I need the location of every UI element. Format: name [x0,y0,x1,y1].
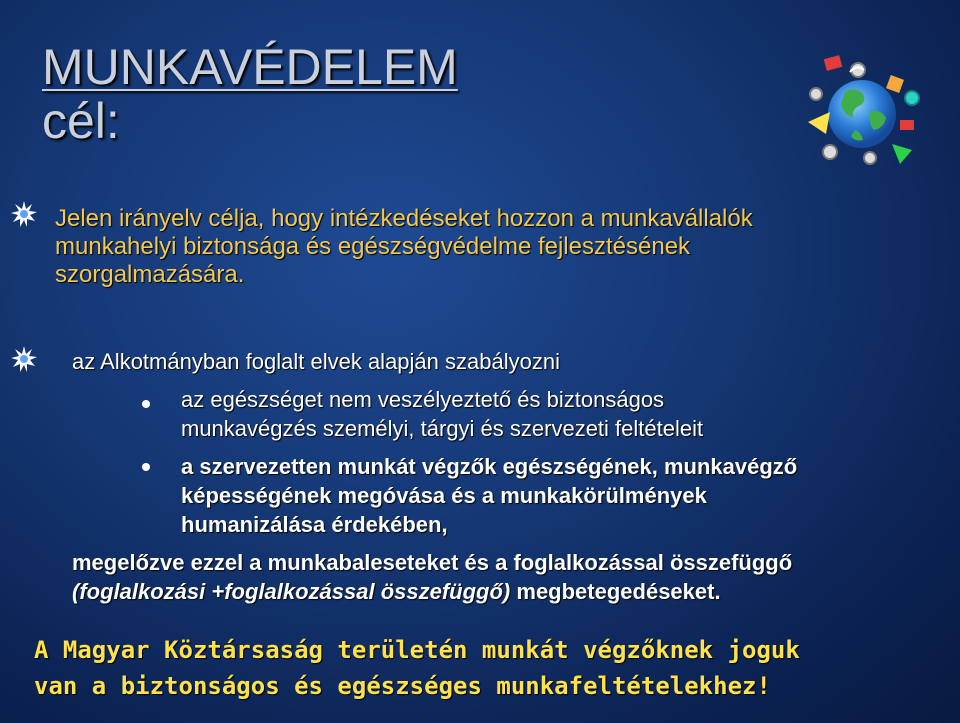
sub-bullet-1 [181,385,703,443]
bullet-dot-icon [142,463,150,471]
sub-bullet-2-line-3: humanizálása érdekében, [181,512,448,537]
bullet-dot-icon [142,400,150,408]
sub-bullet-2-line-1: a szervezetten munkát végzők egészségének, munkavégző [181,454,798,479]
sub-bullet-1-line-2: munkavégzés személyi, tárgyi és szervezeti feltételeit [181,416,704,441]
rights-line-1: A Magyar Köztársaság területén munkát végzőknek joguk [34,636,800,664]
sub-bullet-1-line-1: az egészséget nem veszélyeztető és biztonságos [181,387,665,412]
prevention-italic: (foglalkozási +foglalkozással összefüggő) [72,579,511,604]
starburst-bullet-icon [11,201,37,227]
title-subtitle: cél: [42,93,120,149]
goal-paragraph [55,205,875,289]
slide-title [42,40,458,148]
prevention-paragraph [72,548,942,606]
starburst-bullet-icon [11,346,37,372]
goal-line-2: munkahelyi biztonsága és egészségvédelme fejlesztésének [55,233,691,260]
rights-statement [34,632,944,704]
prevention-line-2 [72,577,942,606]
globe-gears-icon [800,52,930,170]
goal-line-3: szorgalmazására. [55,261,245,288]
rights-line-2: van a biztonságos és egészséges munkafeltételekhez! [34,672,771,700]
goal-line-1: Jelen irányelv célja, hogy intézkedéseket hozzon a munkavállalók [55,205,753,232]
sub-bullet-2-line-2: képességének megóvása és a munkakörülmények [181,483,707,508]
constitution-paragraph [72,347,932,376]
constitution-line: az Alkotmányban foglalt elvek alapján szabályozni [72,349,560,374]
prevention-rest: megbetegedéseket. [510,579,721,604]
title-main: MUNKAVÉDELEM [42,39,458,95]
sub-bullet-2 [181,452,797,539]
prevention-line-1: megelőzve ezzel a munkabaleseteket és a foglalkozással összefüggő [72,550,793,575]
